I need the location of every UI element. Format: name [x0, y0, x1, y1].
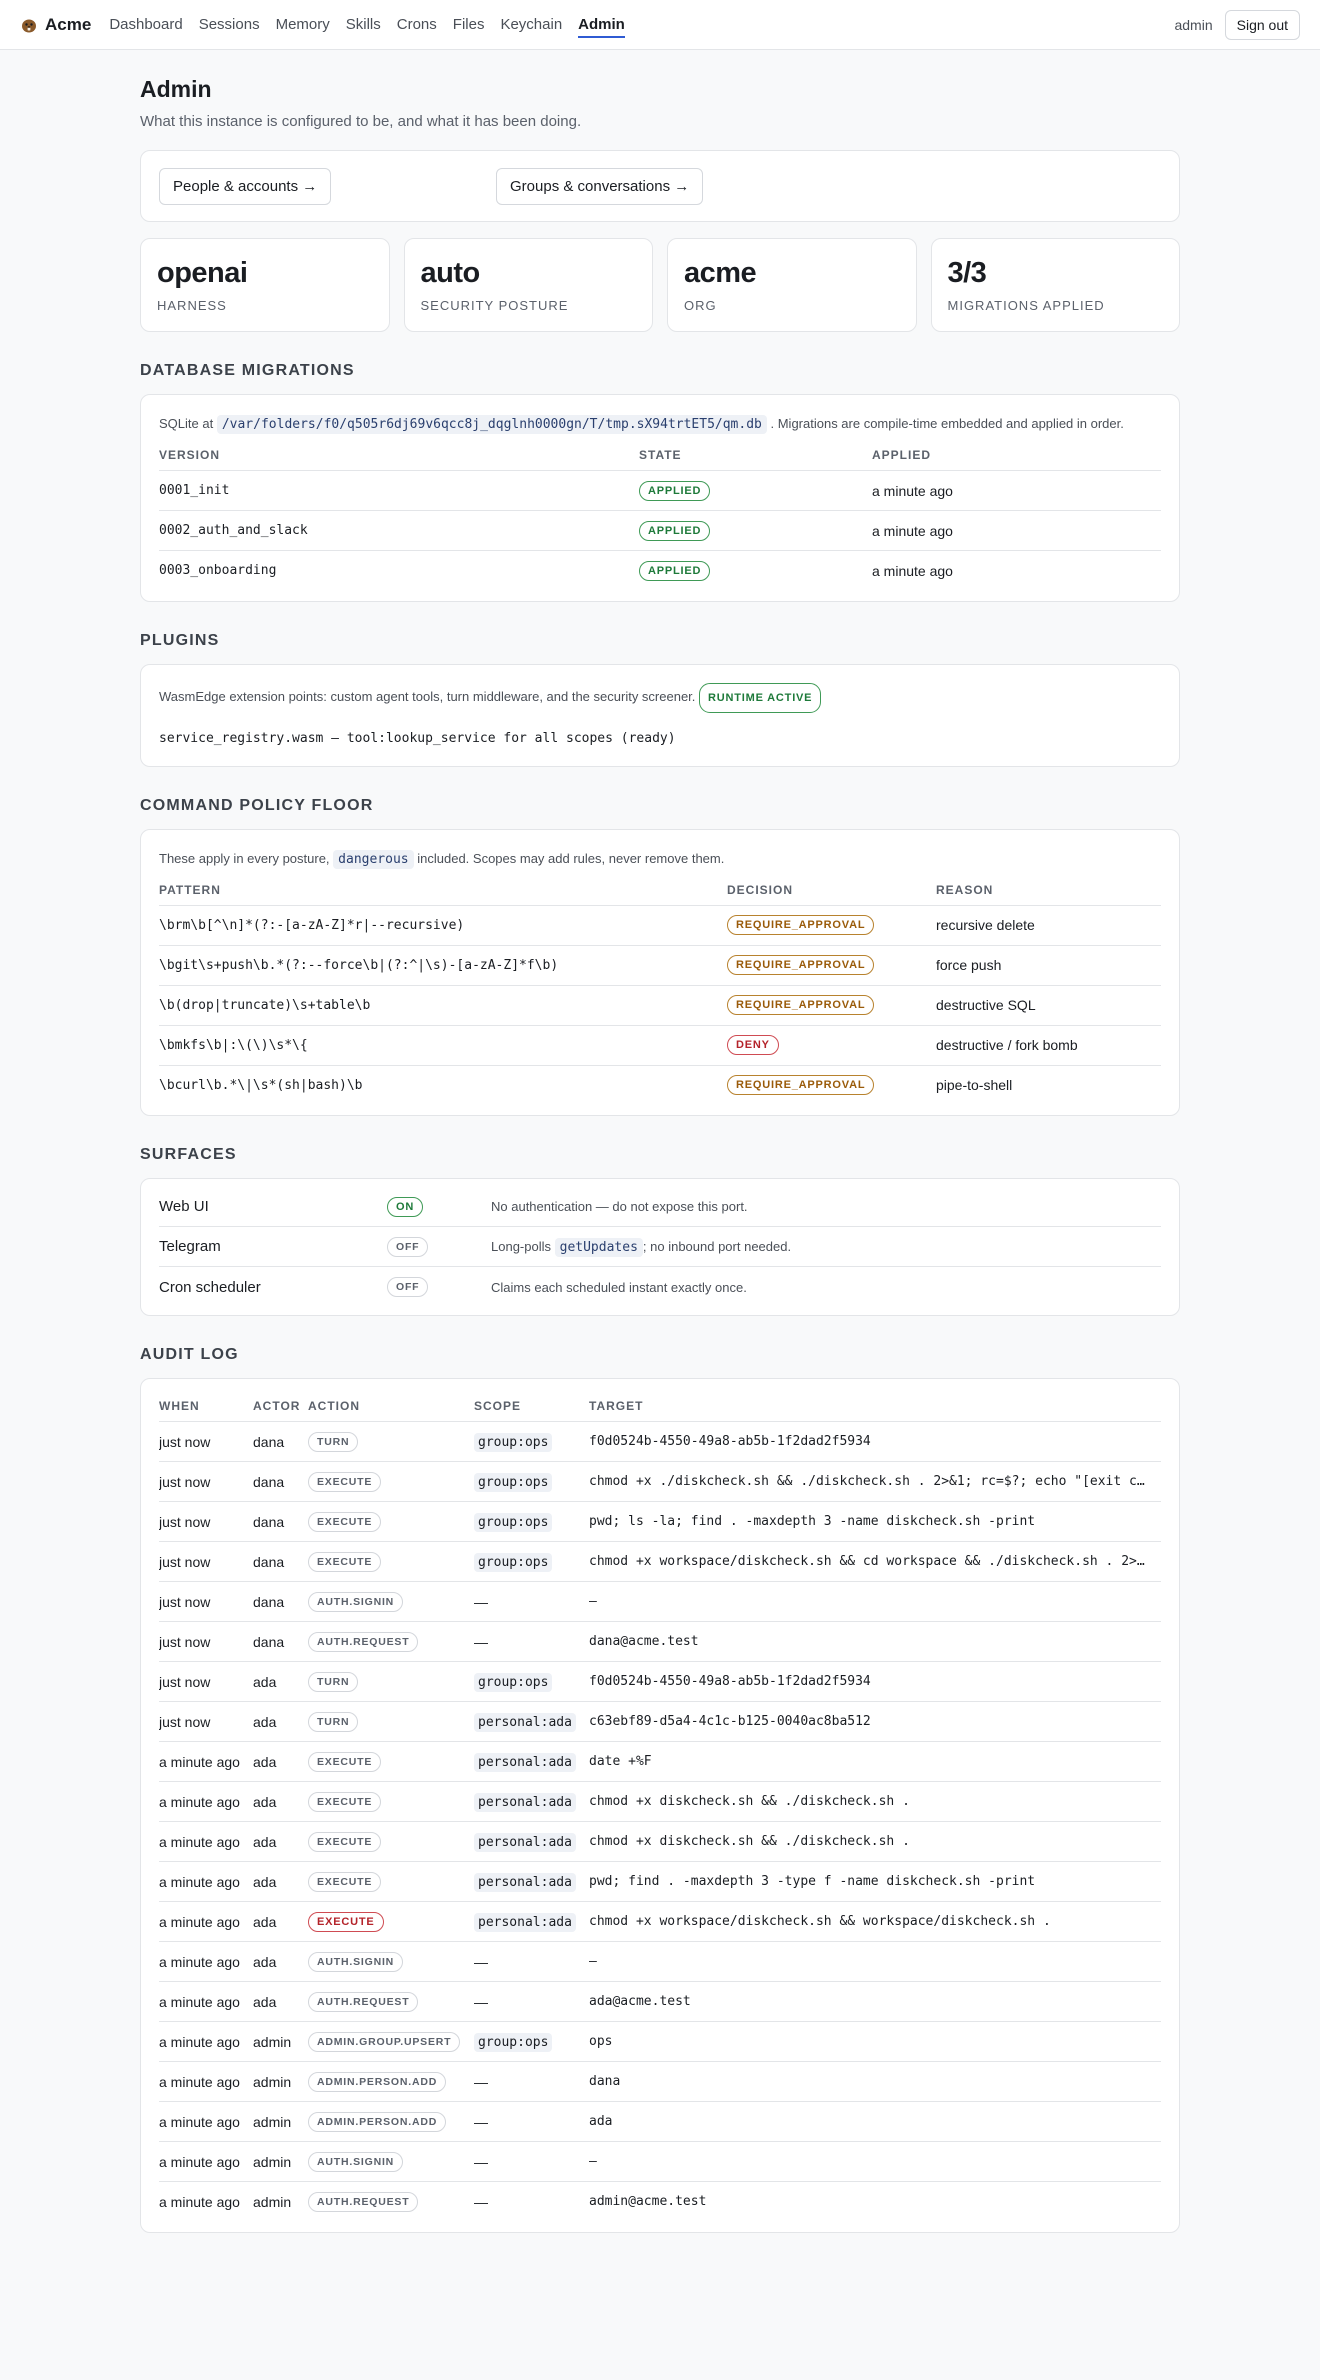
audit-action — [308, 1622, 474, 1662]
admin-page — [140, 50, 1180, 2293]
scope-empty: — — [474, 2073, 488, 2090]
scope-chip: personal:ada — [474, 1753, 576, 1772]
audit-target: chmod +x ./diskcheck.sh && ./diskcheck.sh . 2>&1; rc=$?; echo "[exit c… — [589, 1462, 1161, 1502]
audit-scope — [474, 1702, 589, 1742]
policy-pattern: \bmkfs\b|:\(\)\s*\{ — [159, 1025, 727, 1065]
audit-action — [308, 1422, 474, 1462]
decision-badge: DENY — [727, 1035, 779, 1055]
column-header: WHEN — [159, 1387, 253, 1422]
audit-actor: dana — [253, 1502, 308, 1542]
plugins-note — [159, 683, 1161, 713]
audit-row — [159, 1902, 1161, 1942]
migrations-note — [159, 413, 1161, 436]
scope-chip: personal:ada — [474, 1833, 576, 1852]
scope-chip: group:ops — [474, 1513, 552, 1532]
surfaces-panel — [140, 1178, 1180, 1316]
audit-row — [159, 1982, 1161, 2022]
audit-actor: dana — [253, 1622, 308, 1662]
current-user: admin — [1174, 16, 1213, 33]
audit-action — [308, 1502, 474, 1542]
column-header: APPLIED — [872, 436, 1161, 471]
audit-when: just now — [159, 1542, 253, 1582]
applied-badge: APPLIED — [639, 521, 710, 541]
audit-scope — [474, 2142, 589, 2182]
audit-actor: ada — [253, 1702, 308, 1742]
runtime-active-badge: RUNTIME ACTIVE — [699, 683, 821, 713]
stat-value: acme — [684, 257, 757, 289]
nav-crons[interactable]: Crons — [396, 16, 437, 33]
audit-target: dana@acme.test — [589, 1622, 1161, 1662]
audit-action — [308, 2062, 474, 2102]
audit-target: ops — [589, 2022, 1161, 2062]
audit-actor: admin — [253, 2022, 308, 2062]
scope-chip: personal:ada — [474, 1713, 576, 1732]
audit-scope — [474, 2062, 589, 2102]
audit-action — [308, 2182, 474, 2222]
action-badge: AUTH.REQUEST — [308, 1992, 418, 2012]
audit-row — [159, 1462, 1161, 1502]
stats-row — [140, 238, 1180, 332]
surface-desc-text: Claims each scheduled instant exactly once. — [491, 1279, 747, 1295]
dangerous-chip: dangerous — [333, 850, 413, 869]
audit-when: just now — [159, 1502, 253, 1542]
audit-row — [159, 1862, 1161, 1902]
audit-row — [159, 2142, 1161, 2182]
column-header: ACTOR — [253, 1387, 308, 1422]
policy-row — [159, 1065, 1161, 1105]
policy-note-prefix: These apply in every posture, — [159, 850, 330, 866]
policy-table — [159, 871, 1161, 1106]
migration-applied-time: a minute ago — [872, 562, 953, 579]
audit-scope — [474, 1502, 589, 1542]
action-badge: EXECUTE — [308, 1752, 381, 1772]
audit-row — [159, 1822, 1161, 1862]
surface-desc-chip: getUpdates — [555, 1238, 643, 1257]
audit-action — [308, 1902, 474, 1942]
audit-row — [159, 1702, 1161, 1742]
nav-sessions[interactable]: Sessions — [198, 16, 260, 33]
policy-row — [159, 905, 1161, 945]
nav-files[interactable]: Files — [452, 16, 485, 33]
audit-when: just now — [159, 1702, 253, 1742]
scope-chip: group:ops — [474, 1433, 552, 1452]
migration-applied-time: a minute ago — [872, 471, 1161, 511]
action-badge: TURN — [308, 1672, 358, 1692]
stat-value: openai — [157, 257, 248, 289]
surface-row — [159, 1187, 1161, 1227]
people-accounts-button[interactable]: People & accounts → — [159, 168, 331, 205]
audit-actor: ada — [253, 1982, 308, 2022]
audit-scope — [474, 2182, 589, 2222]
audit-section-title: AUDIT LOG — [140, 1346, 239, 1363]
audit-actor: ada — [253, 1662, 308, 1702]
audit-target: — — [589, 2142, 1161, 2182]
policy-pattern: \bgit\s+push\b.*(?:--force\b|(?:^|\s)-[a-zA-Z]*f\b) — [159, 945, 727, 985]
audit-actor: admin — [253, 2193, 292, 2210]
audit-scope — [474, 1782, 589, 1822]
audit-actor: ada — [253, 1942, 308, 1982]
policy-pattern: \b(drop|truncate)\s+table\b — [159, 985, 727, 1025]
stat-card — [140, 238, 390, 332]
audit-target: chmod +x workspace/diskcheck.sh && cd workspace && ./diskcheck.sh . 2>… — [589, 1542, 1161, 1582]
surface-row — [159, 1227, 1161, 1267]
audit-action — [308, 2022, 474, 2062]
migration-version: 0001_init — [159, 471, 639, 511]
audit-action — [308, 1942, 474, 1982]
audit-action — [308, 1582, 474, 1622]
audit-when: a minute ago — [159, 1782, 253, 1822]
migrations-section-title: DATABASE MIGRATIONS — [140, 362, 355, 379]
audit-scope — [474, 2022, 589, 2062]
policy-decision — [727, 905, 936, 945]
audit-actor: ada — [253, 1902, 308, 1942]
audit-when: a minute ago — [159, 1942, 253, 1982]
audit-action — [308, 1662, 474, 1702]
migrations-note-prefix: SQLite at — [159, 416, 214, 431]
audit-row — [159, 2022, 1161, 2062]
applied-badge: APPLIED — [639, 561, 710, 581]
audit-when: just now — [159, 1622, 253, 1662]
stat-value: auto — [420, 257, 480, 289]
migrations-panel — [140, 394, 1180, 602]
audit-when: a minute ago — [159, 2193, 240, 2210]
audit-when: a minute ago — [159, 1742, 253, 1782]
column-header: TARGET — [589, 1387, 1161, 1422]
policy-note-suffix: included. Scopes may add rules, never remove them. — [417, 850, 725, 866]
policy-reason: pipe-to-shell — [936, 1077, 1013, 1094]
migration-applied-time: a minute ago — [872, 511, 1161, 551]
audit-actor: ada — [253, 1742, 308, 1782]
surface-row — [159, 1267, 1161, 1307]
audit-when: a minute ago — [159, 1982, 253, 2022]
scope-chip: group:ops — [474, 1553, 552, 1572]
audit-actor: admin — [253, 2142, 308, 2182]
audit-when: just now — [159, 1662, 253, 1702]
policy-panel — [140, 829, 1180, 1117]
audit-when: just now — [159, 1422, 253, 1462]
scope-empty: — — [474, 2113, 488, 2130]
migration-row — [159, 551, 1161, 591]
action-badge: TURN — [308, 1432, 358, 1452]
audit-actor: dana — [253, 1422, 308, 1462]
stat-label: MIGRATIONS APPLIED — [947, 298, 1105, 313]
sign-out-button[interactable]: Sign out — [1225, 10, 1300, 40]
policy-pattern: \brm\b[^\n]*(?:-[a-zA-Z]*r|--recursive) — [159, 905, 727, 945]
audit-actor: ada — [253, 1862, 308, 1902]
migration-state — [639, 471, 872, 511]
audit-action — [308, 2102, 474, 2142]
audit-when: a minute ago — [159, 2142, 253, 2182]
surface-desc-text: Long-polls — [491, 1238, 551, 1254]
audit-row — [159, 1742, 1161, 1782]
nav-memory[interactable]: Memory — [275, 16, 330, 33]
plugins-section-title: PLUGINS — [140, 631, 220, 649]
action-badge: ADMIN.PERSON.ADD — [308, 2112, 446, 2132]
policy-row — [159, 1025, 1161, 1065]
audit-table — [159, 1387, 1161, 2222]
action-badge: TURN — [308, 1712, 358, 1732]
scope-empty: — — [474, 1593, 488, 1610]
audit-actor: dana — [253, 1582, 308, 1622]
migration-version: 0003_onboarding — [159, 563, 277, 579]
scope-empty: — — [474, 2153, 488, 2170]
column-header: STATE — [639, 436, 872, 471]
audit-target: pwd; find . -maxdepth 3 -type f -name diskcheck.sh -print — [589, 1862, 1161, 1902]
audit-action — [308, 1782, 474, 1822]
action-badge: EXECUTE — [308, 1472, 381, 1492]
migration-row — [159, 511, 1161, 551]
surface-status — [387, 1277, 491, 1297]
policy-row — [159, 985, 1161, 1025]
audit-scope — [474, 1742, 589, 1782]
column-header: DECISION — [727, 871, 936, 906]
column-header: REASON — [936, 871, 1161, 906]
action-badge: EXECUTE — [308, 1872, 381, 1892]
audit-action — [308, 1982, 474, 2022]
audit-when: just now — [159, 1582, 253, 1622]
policy-decision — [727, 1065, 936, 1105]
plugin-entry: service_registry.wasm — tool:lookup_service for all scopes (ready) — [159, 730, 676, 746]
audit-when: a minute ago — [159, 1862, 253, 1902]
db-path: /var/folders/f0/q505r6dj69v6qcc8j_dqglnh0000gn/T/tmp.sX94trtET5/qm.db — [217, 415, 767, 434]
migrations-table — [159, 436, 1161, 591]
status-badge: OFF — [387, 1237, 428, 1257]
scope-empty: — — [474, 1953, 488, 1970]
audit-target: ada@acme.test — [589, 1982, 1161, 2022]
scope-empty: — — [474, 1993, 488, 2010]
admin-links-card — [140, 150, 1180, 222]
decision-badge: REQUIRE_APPROVAL — [727, 955, 874, 975]
audit-when: a minute ago — [159, 1822, 253, 1862]
decision-badge: REQUIRE_APPROVAL — [727, 915, 874, 935]
surface-status — [387, 1237, 491, 1257]
policy-note — [159, 848, 1161, 871]
policy-pattern: \bcurl\b.*\|\s*(sh|bash)\b — [159, 1077, 363, 1093]
audit-target: ada — [589, 2102, 1161, 2142]
surface-description — [491, 1239, 791, 1255]
audit-scope — [474, 1982, 589, 2022]
audit-target: chmod +x diskcheck.sh && ./diskcheck.sh . — [589, 1822, 1161, 1862]
audit-target: date +%F — [589, 1742, 1161, 1782]
stat-card — [404, 238, 654, 332]
nav-admin[interactable]: Admin — [578, 0, 625, 50]
audit-scope — [474, 1622, 589, 1662]
audit-row — [159, 1502, 1161, 1542]
audit-when: a minute ago — [159, 1902, 253, 1942]
status-badge: ON — [387, 1197, 423, 1217]
audit-scope — [474, 2102, 589, 2142]
stat-card — [667, 238, 917, 332]
scope-empty: — — [474, 2193, 488, 2210]
scope-chip: group:ops — [474, 2033, 552, 2052]
audit-row — [159, 1662, 1161, 1702]
nav-dashboard[interactable]: Dashboard — [109, 16, 183, 33]
audit-actor: ada — [253, 1782, 308, 1822]
policy-reason: destructive / fork bomb — [936, 1025, 1161, 1065]
audit-action — [308, 1462, 474, 1502]
migration-state — [639, 551, 872, 591]
audit-scope — [474, 1822, 589, 1862]
migration-version: 0002_auth_and_slack — [159, 511, 639, 551]
audit-action — [308, 2142, 474, 2182]
audit-target: — — [589, 1942, 1161, 1982]
audit-row — [159, 2182, 1161, 2222]
migration-row — [159, 471, 1161, 511]
surface-desc-suffix: ; no inbound port needed. — [642, 1238, 792, 1254]
action-badge: EXECUTE — [308, 1512, 381, 1532]
nav-skills[interactable]: Skills — [345, 16, 381, 33]
surface-name: Web UI — [159, 1198, 209, 1215]
audit-target: c63ebf89-d5a4-4c1c-b125-0040ac8ba512 — [589, 1702, 1161, 1742]
audit-row — [159, 1782, 1161, 1822]
nav-keychain[interactable]: Keychain — [500, 16, 563, 33]
audit-row — [159, 1582, 1161, 1622]
audit-when: just now — [159, 1462, 253, 1502]
policy-reason: force push — [936, 945, 1161, 985]
audit-action — [308, 1862, 474, 1902]
audit-when: a minute ago — [159, 2102, 253, 2142]
policy-decision — [727, 945, 936, 985]
surface-description — [491, 1280, 747, 1295]
policy-reason: recursive delete — [936, 905, 1161, 945]
audit-scope — [474, 1862, 589, 1902]
audit-actor: admin — [253, 2062, 308, 2102]
audit-row — [159, 2102, 1161, 2142]
audit-target: f0d0524b-4550-49a8-ab5b-1f2dad2f5934 — [589, 1662, 1161, 1702]
brand-name: Acme — [45, 14, 92, 34]
audit-target: f0d0524b-4550-49a8-ab5b-1f2dad2f5934 — [589, 1422, 1161, 1462]
audit-target: dana — [589, 2062, 1161, 2102]
action-badge: AUTH.SIGNIN — [308, 1952, 403, 1972]
groups-conversations-button[interactable]: Groups & conversations → — [496, 168, 703, 205]
scope-empty: — — [474, 1633, 488, 1650]
scope-chip: personal:ada — [474, 1913, 576, 1932]
audit-target: pwd; ls -la; find . -maxdepth 3 -name diskcheck.sh -print — [589, 1502, 1161, 1542]
audit-actor: admin — [253, 2102, 308, 2142]
policy-row — [159, 945, 1161, 985]
surface-status — [387, 1197, 491, 1217]
audit-when: a minute ago — [159, 2062, 253, 2102]
column-header: SCOPE — [474, 1387, 589, 1422]
top-navbar — [0, 0, 1320, 50]
main-nav — [109, 0, 625, 50]
audit-actor: ada — [253, 1822, 308, 1862]
action-badge: AUTH.REQUEST — [308, 2192, 418, 2212]
stat-card — [931, 238, 1181, 332]
action-badge: EXECUTE — [308, 1832, 381, 1852]
action-badge: AUTH.REQUEST — [308, 1632, 418, 1652]
audit-scope — [474, 1422, 589, 1462]
audit-scope — [474, 1542, 589, 1582]
stat-value: 3/3 — [947, 257, 987, 289]
page-subtitle: What this instance is configured to be, and what it has been doing. — [140, 113, 582, 130]
audit-row — [159, 1942, 1161, 1982]
plugins-panel — [140, 664, 1180, 767]
surfaces-section-title: SURFACES — [140, 1146, 237, 1163]
audit-actor: dana — [253, 1462, 308, 1502]
audit-action — [308, 1822, 474, 1862]
action-badge: ADMIN.GROUP.UPSERT — [308, 2032, 460, 2052]
column-header: ACTION — [308, 1387, 474, 1422]
audit-row — [159, 2062, 1161, 2102]
surface-description — [491, 1199, 748, 1214]
action-badge: EXECUTE — [308, 1792, 381, 1812]
scope-chip: personal:ada — [474, 1793, 576, 1812]
scope-chip: group:ops — [474, 1473, 552, 1492]
plugins-note-text: WasmEdge extension points: custom agent tools, turn middleware, and the security screener. — [159, 688, 696, 704]
action-badge: ADMIN.PERSON.ADD — [308, 2072, 446, 2092]
status-badge: OFF — [387, 1277, 428, 1297]
audit-target: — — [589, 1582, 1161, 1622]
beaver-logo-icon — [20, 16, 38, 34]
surface-name: Cron scheduler — [159, 1278, 261, 1296]
audit-scope — [474, 1902, 589, 1942]
audit-when: a minute ago — [159, 2022, 253, 2062]
column-header: PATTERN — [159, 871, 727, 906]
audit-scope — [474, 1582, 589, 1622]
audit-scope — [474, 1662, 589, 1702]
scope-chip: personal:ada — [474, 1873, 576, 1892]
audit-action — [308, 1742, 474, 1782]
action-badge: AUTH.SIGNIN — [308, 2152, 403, 2172]
migrations-note-suffix: . Migrations are compile-time embedded and applied in order. — [770, 416, 1124, 431]
column-header: VERSION — [159, 436, 639, 471]
policy-reason: destructive SQL — [936, 985, 1161, 1025]
audit-row — [159, 1622, 1161, 1662]
migration-state — [639, 511, 872, 551]
audit-row — [159, 1422, 1161, 1462]
stat-label: HARNESS — [157, 298, 227, 313]
audit-target: chmod +x workspace/diskcheck.sh && workspace/diskcheck.sh . — [589, 1902, 1161, 1942]
stat-label: ORG — [684, 298, 717, 313]
audit-actor: dana — [253, 1542, 308, 1582]
audit-action — [308, 1542, 474, 1582]
brand[interactable] — [20, 15, 91, 35]
decision-badge: REQUIRE_APPROVAL — [727, 1075, 874, 1095]
audit-scope — [474, 1462, 589, 1502]
action-badge: AUTH.SIGNIN — [308, 1592, 403, 1612]
scope-chip: group:ops — [474, 1673, 552, 1692]
policy-section-title: COMMAND POLICY FLOOR — [140, 796, 374, 814]
action-badge: EXECUTE — [308, 1552, 381, 1572]
action-badge: EXECUTE — [308, 1912, 384, 1932]
page-title: Admin — [140, 76, 212, 102]
stat-label: SECURITY POSTURE — [420, 298, 569, 313]
audit-scope — [474, 1942, 589, 1982]
audit-target: chmod +x diskcheck.sh && ./diskcheck.sh . — [589, 1782, 1161, 1822]
audit-action — [308, 1702, 474, 1742]
decision-badge: REQUIRE_APPROVAL — [727, 995, 874, 1015]
audit-target: admin@acme.test — [589, 2194, 707, 2210]
policy-decision — [727, 1025, 936, 1065]
audit-panel — [140, 1378, 1180, 2233]
audit-row — [159, 1542, 1161, 1582]
surface-name: Telegram — [159, 1238, 221, 1255]
applied-badge: APPLIED — [639, 481, 710, 501]
policy-decision — [727, 985, 936, 1025]
surface-desc-text: No authentication — do not expose this port. — [491, 1199, 748, 1214]
